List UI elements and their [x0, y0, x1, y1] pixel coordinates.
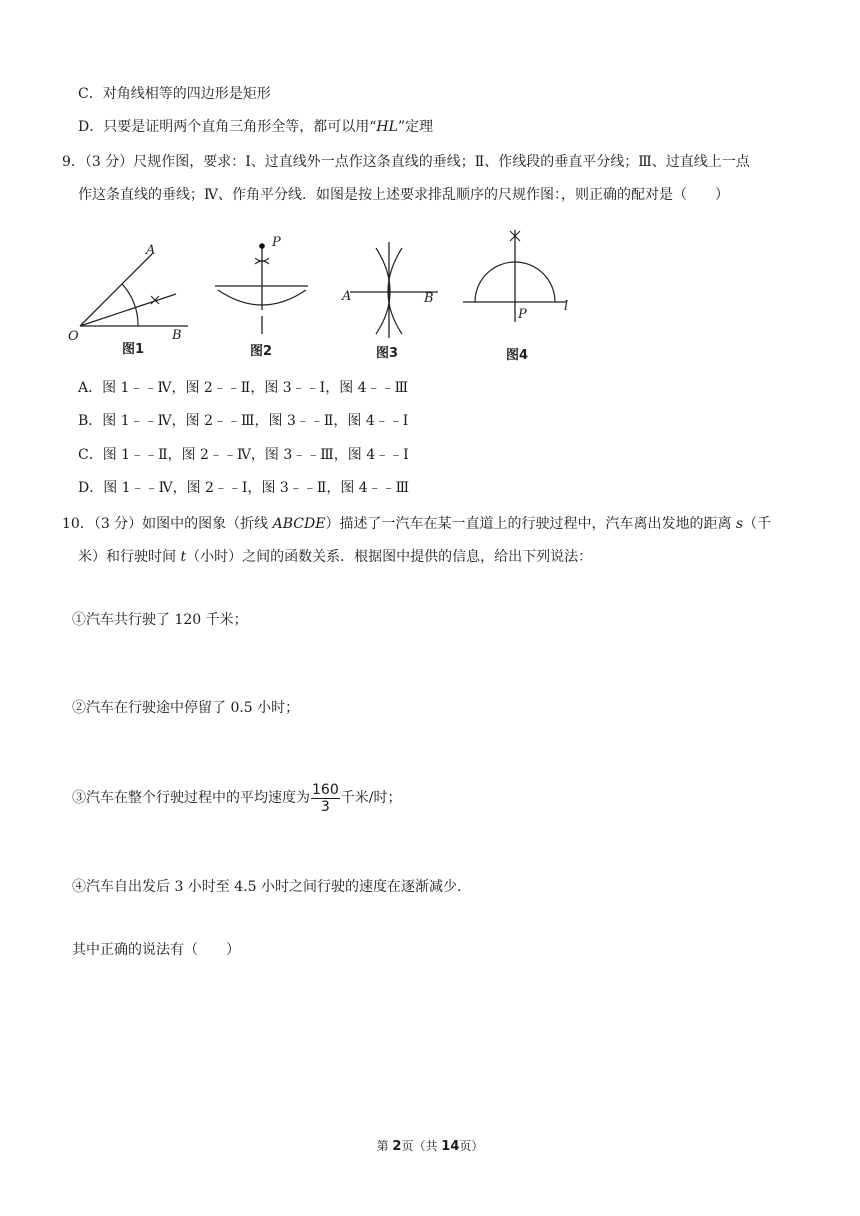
fig3-label-a: A	[342, 289, 352, 304]
q9-figure-1	[66, 242, 196, 347]
q9-stem-line1: 9．（3 分）尺规作图，要求：Ⅰ、过直线外一点作这条直线的垂线；Ⅱ、作线段的垂直平分线；Ⅲ、过直线上一点	[62, 154, 750, 170]
fig2-label-p: P	[272, 235, 281, 250]
footer-mid: 页（共	[401, 1139, 442, 1153]
q9-figure-4	[458, 222, 578, 342]
q8-option-c-text: C．对角线相等的四边形是矩形	[78, 86, 271, 102]
q10-l1-post: （千	[743, 516, 772, 532]
q8-option-d	[78, 117, 433, 137]
q10-l1-mid: ）描述了一汽车在某一直道上的行驶过程中，汽车离出发地的距离	[325, 516, 736, 532]
q10-s3-pre: ③汽车在整个行驶过程中的平均速度为	[72, 790, 310, 806]
footer-post: 页）	[459, 1139, 484, 1153]
q10-l1-pre: 10．（3 分）如图中的图象（折线	[62, 516, 273, 532]
q10-s3-fraction	[311, 782, 340, 815]
fig4-caption: 图4	[506, 348, 529, 363]
q10-l1-abcde: ABCDE	[272, 516, 326, 532]
q8-option-d-hl: HL	[376, 119, 398, 135]
q10-s3-denominator: 3	[320, 798, 330, 815]
fig1-label-a: A	[146, 243, 156, 258]
q10-l2-post: （小时）之间的函数关系．根据图中提供的信息，给出下列说法：	[186, 549, 593, 565]
q10-statement-3	[72, 780, 401, 816]
q9-stem-line2: 作这条直线的垂线；Ⅳ、作角平分线．如图是按上述要求排乱顺序的尺规作图：，则正确的配对是（ ）	[78, 187, 729, 203]
q10-statement-2: ②汽车在行驶途中停留了 0.5 小时；	[72, 700, 300, 716]
q10-l2-t: t	[180, 549, 187, 565]
q10-statement-4: ④汽车自出发后 3 小时至 4.5 小时之间行驶的速度在逐渐减少．	[72, 879, 471, 895]
q8-option-d-text-pre: D．只要是证明两个直角三角形全等，都可以用“	[78, 119, 377, 135]
page-footer	[0, 1138, 860, 1155]
footer-page-number: 2	[392, 1139, 402, 1154]
q10-stem-line2	[78, 547, 592, 567]
q9-figure-2	[210, 230, 315, 340]
q10-l2-pre: 米）和行驶时间	[78, 549, 181, 565]
fig3-label-b: B	[424, 291, 434, 306]
fig1-label-b: B	[172, 328, 182, 343]
fig1-label-o: O	[68, 329, 79, 344]
q10-s3-numerator: 160	[312, 781, 339, 798]
q9-option-d: D．图 1﹣﹣Ⅳ，图 2﹣﹣Ⅰ，图 3﹣﹣Ⅱ，图 4﹣﹣Ⅲ	[78, 480, 410, 496]
q10-question: 其中正确的说法有（ ）	[72, 942, 240, 958]
fig4-label-p: P	[518, 307, 527, 322]
q10-s3-post: 千米/时；	[340, 790, 402, 806]
q8-option-c	[78, 84, 271, 104]
fig2-caption: 图2	[250, 344, 273, 359]
q9-option-c: C．图 1﹣﹣Ⅱ，图 2﹣﹣Ⅳ，图 3﹣﹣Ⅲ，图 4﹣﹣Ⅰ	[78, 447, 409, 463]
fig1-caption: 图1	[122, 342, 145, 357]
footer-total-pages: 14	[441, 1139, 460, 1154]
q10-statement-1: ①汽车共行驶了 120 千米；	[72, 612, 248, 628]
q9-option-a: A．图 1﹣﹣Ⅳ，图 2﹣﹣Ⅱ，图 3﹣﹣Ⅰ，图 4﹣﹣Ⅲ	[78, 380, 409, 396]
q10-l1-s: s	[735, 516, 744, 532]
q9-figure-3	[338, 234, 448, 344]
q8-option-d-text-post: ”定理	[397, 119, 434, 135]
q9-option-b: B．图 1﹣﹣Ⅳ，图 2﹣﹣Ⅲ，图 3﹣﹣Ⅱ，图 4﹣﹣Ⅰ	[78, 413, 409, 429]
fig4-label-l: l	[564, 299, 569, 314]
q10-stem-line1	[62, 514, 771, 534]
fig3-caption: 图3	[376, 346, 399, 361]
footer-pre: 第	[376, 1139, 393, 1153]
